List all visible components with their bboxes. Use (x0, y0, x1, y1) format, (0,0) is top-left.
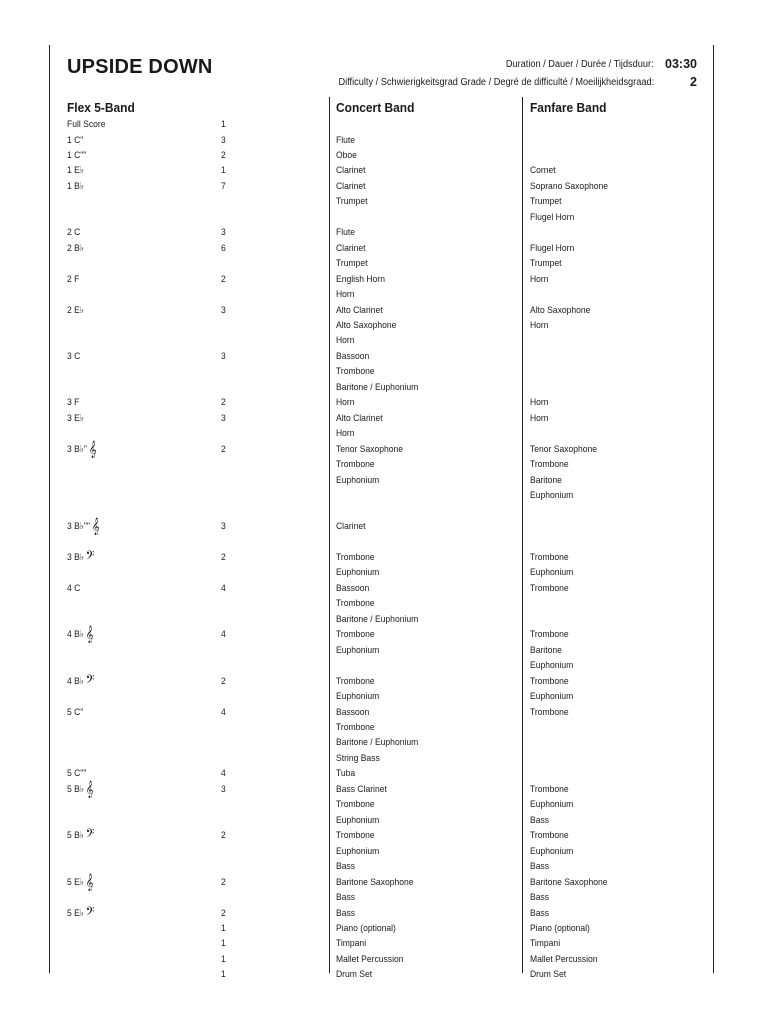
part-count: 3 (221, 134, 226, 146)
concert-instrument: Tuba (336, 768, 356, 780)
treble-clef-icon: 𝄞 (85, 872, 94, 891)
part-name-with-clef (67, 517, 100, 535)
part-count: 2 (221, 907, 226, 919)
part-count: 1 (221, 922, 226, 934)
concert-column-divider (329, 97, 330, 973)
concert-instrument: Bass (336, 861, 356, 873)
part-name: 5 C" (67, 706, 84, 718)
concert-instrument: Euphonium (336, 474, 380, 486)
bass-clef-icon: 𝄢 (85, 671, 95, 690)
part-name: 4 B♭ (67, 629, 84, 641)
fanfare-instrument: Baritone Saxophone (530, 876, 608, 888)
part-count: 1 (221, 938, 226, 950)
part-name: 5 C"" (67, 768, 87, 780)
part-count: 3 (221, 783, 226, 795)
duration-value: 03:30 (665, 57, 697, 71)
part-name: 5 E♭ (67, 907, 84, 919)
part-name-with-clef (67, 779, 94, 798)
fanfare-instrument: Soprano Saxophone (530, 180, 608, 192)
part-name: 1 C"" (67, 149, 87, 161)
fanfare-instrument: Horn (530, 320, 549, 331)
fanfare-instrument: Euphonium (530, 691, 574, 702)
part-name: 2 E♭ (67, 304, 84, 316)
part-name: 2 F (67, 273, 80, 285)
concert-instrument: Baritone / Euphonium (336, 381, 419, 393)
part-name-with-clef (67, 547, 95, 566)
fanfare-instrument: Trombone (530, 582, 569, 594)
concert-instrument: Bass (336, 907, 356, 919)
fanfare-instrument: Euphonium (530, 799, 574, 811)
concert-instrument: Euphonium (336, 567, 380, 579)
part-name: 1 E♭ (67, 165, 84, 177)
part-count: 1 (221, 119, 226, 130)
fanfare-instrument: Trombone (530, 459, 569, 471)
fanfare-instrument: Horn (530, 273, 549, 285)
right-border (713, 45, 714, 973)
part-name-with-clef (67, 826, 95, 845)
part-count: 2 (221, 830, 226, 842)
fanfare-instrument: Flugel Horn (530, 211, 575, 223)
part-count: 4 (221, 629, 226, 641)
part-count: 4 (221, 706, 226, 718)
part-name: 3 F (67, 397, 80, 409)
concert-instrument: Horn (336, 335, 355, 347)
piece-title: UPSIDE DOWN (67, 56, 213, 78)
part-name: 5 B♭ (67, 830, 84, 842)
concert-instrument: Trombone (336, 799, 375, 811)
part-count: 2 (221, 443, 226, 455)
part-name: 3 E♭ (67, 412, 84, 424)
fanfare-instrument: Baritone (530, 644, 562, 656)
part-name: Full Score (67, 119, 106, 130)
fanfare-instrument: Mallet Percussion (530, 953, 598, 965)
part-name: 2 B♭ (67, 242, 84, 254)
fanfare-instrument: Trombone (530, 551, 569, 563)
fanfare-instrument: Trombone (530, 675, 569, 687)
fanfare-instrument: Bass (530, 907, 550, 919)
part-count: 4 (221, 768, 226, 780)
difficulty-label: Difficulty / Schwierigkeitsgrad Grade / Degré de difficulté / Moeilijkheidsgraad: (338, 77, 654, 88)
concert-instrument: Trumpet (336, 196, 368, 208)
concert-instrument: Drum Set (336, 969, 373, 981)
concert-instrument: Alto Clarinet (336, 412, 383, 424)
treble-clef-icon: 𝄞 (91, 517, 100, 535)
concert-instrument: Baritone / Euphonium (336, 613, 419, 625)
fanfare-instrument: Euphonium (530, 490, 574, 501)
part-count: 3 (221, 350, 226, 362)
part-count: 2 (221, 551, 226, 563)
concert-instrument: Alto Clarinet (336, 304, 383, 316)
concert-instrument: Trumpet (336, 258, 368, 270)
concert-instrument: Euphonium (336, 814, 380, 826)
concert-instrument: Euphonium (336, 691, 380, 702)
concert-instrument: Trombone (336, 366, 375, 378)
concert-instrument: Trombone (336, 551, 375, 563)
part-count: 7 (221, 180, 226, 192)
concert-instrument: Bass Clarinet (336, 783, 387, 795)
fanfare-instrument: Trombone (530, 629, 569, 641)
fanfare-instrument: Cornet (530, 165, 556, 177)
part-name: 5 B♭ (67, 783, 84, 795)
concert-instrument: Mallet Percussion (336, 953, 404, 965)
part-name-with-clef (67, 625, 94, 644)
concert-instrument: Horn (336, 428, 355, 440)
part-count: 1 (221, 953, 226, 965)
fanfare-instrument: Trumpet (530, 196, 562, 208)
fanfare-instrument: Bass (530, 861, 550, 873)
concert-instrument: Clarinet (336, 180, 366, 192)
fanfare-instrument: Trumpet (530, 258, 562, 270)
fanfare-instrument: Piano (optional) (530, 922, 590, 934)
concert-instrument: Bassoon (336, 706, 370, 718)
part-name: 5 E♭ (67, 876, 84, 888)
fanfare-instrument: Trombone (530, 830, 569, 842)
concert-instrument: Bassoon (336, 350, 370, 362)
concert-instrument: Piano (optional) (336, 922, 396, 934)
fanfare-instrument: Horn (530, 397, 549, 409)
part-count: 2 (221, 397, 226, 409)
concert-instrument: Trombone (336, 459, 375, 471)
part-count: 3 (221, 227, 226, 239)
concert-instrument: Timpani (336, 938, 367, 950)
fanfare-instrument: Horn (530, 412, 549, 424)
concert-instrument: Flute (336, 227, 356, 239)
part-count: 1 (221, 969, 226, 981)
concert-instrument: Clarinet (336, 165, 366, 177)
fanfare-instrument: Euphonium (530, 567, 574, 579)
bass-clef-icon: 𝄢 (85, 826, 95, 845)
part-name: 3 B♭"" (67, 521, 90, 532)
concert-instrument: Flute (336, 134, 356, 146)
concert-instrument: Bassoon (336, 582, 370, 594)
fanfare-instrument: Trombone (530, 783, 569, 795)
concert-instrument: Baritone / Euphonium (336, 737, 419, 749)
concert-instrument: String Bass (336, 752, 380, 764)
flex-band-header: Flex 5-Band (67, 100, 135, 115)
part-name-with-clef (67, 903, 95, 922)
concert-instrument: Baritone Saxophone (336, 876, 414, 888)
part-count: 4 (221, 582, 226, 594)
concert-instrument: Horn (336, 397, 355, 409)
concert-instrument: Oboe (336, 149, 357, 161)
part-name-with-clef (67, 439, 97, 458)
concert-instrument: Horn (336, 289, 355, 301)
bass-clef-icon: 𝄢 (85, 903, 95, 922)
fanfare-instrument: Euphonium (530, 660, 574, 672)
fanfare-instrument: Drum Set (530, 969, 567, 981)
fanfare-instrument: Bass (530, 892, 550, 903)
treble-clef-icon: 𝄞 (85, 625, 94, 644)
part-name-with-clef (67, 872, 94, 891)
part-count: 3 (221, 412, 226, 424)
part-name: 3 C (67, 350, 81, 362)
part-name: 1 C" (67, 134, 84, 146)
concert-instrument: Euphonium (336, 845, 380, 857)
fanfare-instrument: Euphonium (530, 845, 574, 857)
difficulty-value: 2 (690, 75, 697, 89)
part-count: 1 (221, 165, 226, 177)
concert-instrument: Trombone (336, 675, 375, 687)
bass-clef-icon: 𝄢 (85, 547, 95, 566)
fanfare-instrument: Bass (530, 814, 550, 826)
fanfare-instrument: Flugel Horn (530, 242, 575, 254)
part-name: 1 B♭ (67, 180, 84, 192)
concert-instrument: Trombone (336, 598, 375, 610)
concert-instrument: Euphonium (336, 644, 380, 656)
fanfare-instrument: Trombone (530, 706, 569, 718)
concert-instrument: Clarinet (336, 521, 366, 532)
concert-instrument: Clarinet (336, 242, 366, 254)
part-count: 3 (221, 304, 226, 316)
concert-instrument: English Horn (336, 273, 385, 285)
part-count: 6 (221, 242, 226, 254)
part-count: 2 (221, 876, 226, 888)
fanfare-instrument: Timpani (530, 938, 561, 950)
concert-instrument: Trombone (336, 721, 375, 733)
concert-instrument: Trombone (336, 830, 375, 842)
duration-label: Duration / Dauer / Durée / Tijdsduur: (506, 59, 654, 70)
concert-instrument: Bass (336, 892, 356, 903)
treble-clef-icon: 𝄞 (88, 439, 97, 458)
part-name: 3 B♭" (67, 443, 87, 455)
part-count: 3 (221, 521, 226, 532)
part-name: 3 B♭ (67, 551, 84, 563)
part-count: 2 (221, 675, 226, 687)
fanfare-band-header: Fanfare Band (530, 100, 607, 115)
left-border (49, 45, 50, 973)
part-name: 2 C (67, 227, 81, 239)
concert-instrument: Tenor Saxophone (336, 443, 404, 455)
concert-instrument: Alto Saxophone (336, 320, 397, 331)
part-name: 4 B♭ (67, 675, 84, 687)
concert-instrument: Trombone (336, 629, 375, 641)
fanfare-column-divider (522, 97, 523, 973)
part-name: 4 C (67, 582, 81, 594)
part-name-with-clef (67, 671, 95, 690)
concert-band-header: Concert Band (336, 100, 415, 115)
treble-clef-icon: 𝄞 (85, 779, 94, 798)
fanfare-instrument: Tenor Saxophone (530, 443, 598, 455)
fanfare-instrument: Alto Saxophone (530, 304, 591, 316)
part-count: 2 (221, 273, 226, 285)
fanfare-instrument: Baritone (530, 474, 562, 486)
part-count: 2 (221, 149, 226, 161)
